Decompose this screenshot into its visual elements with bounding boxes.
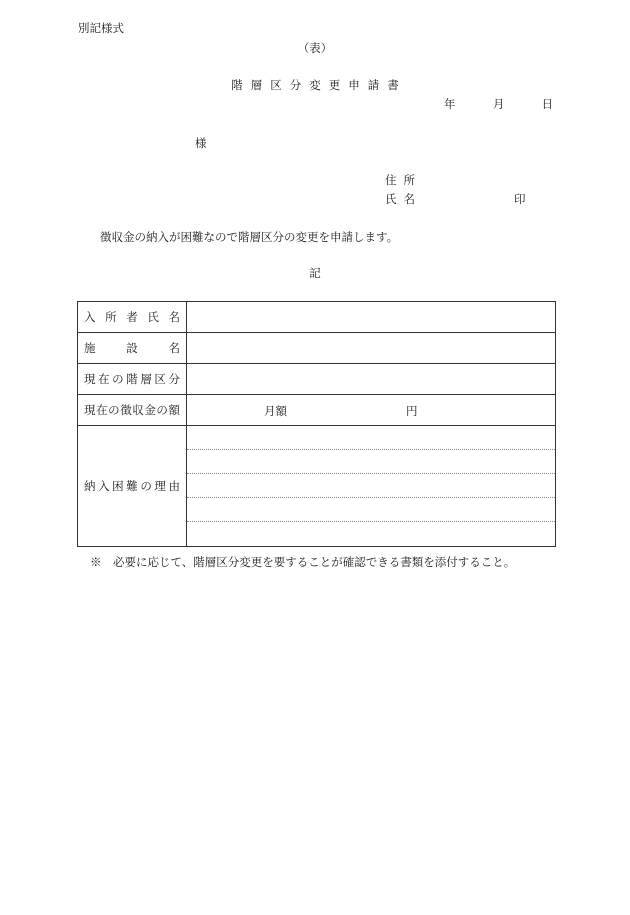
label-text: 施 設 名 xyxy=(84,341,180,355)
reason-line[interactable] xyxy=(187,498,555,522)
label-text: 現 在 の 徴 収 金 の 額 xyxy=(84,403,180,417)
table-row xyxy=(78,426,556,547)
current-tier-field[interactable] xyxy=(187,364,556,395)
form-label: 別記様式 xyxy=(78,21,124,35)
table-row xyxy=(78,333,556,364)
table-row xyxy=(78,364,556,395)
date-year: 年 xyxy=(444,97,456,111)
facility-name-label xyxy=(78,333,187,364)
table-row xyxy=(78,302,556,333)
label-text: 入 所 者 氏 名 xyxy=(84,310,180,324)
yen-label: 円 xyxy=(406,404,418,418)
seal-mark: 印 xyxy=(514,192,526,206)
facility-name-field[interactable] xyxy=(187,333,556,364)
resident-name-label xyxy=(78,302,187,333)
label-text: 納 入 困 難 の 理 由 xyxy=(84,479,180,493)
attachment-note: ※ 必要に応じて、階層区分変更を要することが確認できる書類を添付すること。 xyxy=(90,555,516,569)
label-text: 現 在 の 階 層 区 分 xyxy=(84,372,180,386)
addressee-suffix: 様 xyxy=(195,136,207,150)
date-month: 月 xyxy=(492,97,505,111)
side-label: （表） xyxy=(297,41,333,55)
table-row xyxy=(78,395,556,426)
request-text: 徴収金の納入が困難なので階層区分の変更を申請します。 xyxy=(100,230,399,244)
date-line xyxy=(444,96,553,112)
document-title: 階層区分変更申請書 xyxy=(231,78,407,92)
name-label: 氏名 xyxy=(385,192,422,206)
current-fee-label xyxy=(78,395,187,426)
reason-line[interactable] xyxy=(187,426,555,450)
reason-line[interactable] xyxy=(187,522,555,546)
date-day: 日 xyxy=(541,97,554,111)
reason-line[interactable] xyxy=(187,450,555,474)
reason-line[interactable] xyxy=(187,474,555,498)
current-fee-field[interactable] xyxy=(187,395,556,426)
reason-field[interactable] xyxy=(187,426,556,547)
reason-lines xyxy=(187,426,555,546)
reason-label xyxy=(78,426,187,547)
current-tier-label xyxy=(78,364,187,395)
application-table xyxy=(77,301,556,547)
address-label: 住所 xyxy=(385,173,422,187)
monthly-label: 月額 xyxy=(264,404,287,418)
resident-name-field[interactable] xyxy=(187,302,556,333)
ki-heading: 記 xyxy=(309,266,321,280)
